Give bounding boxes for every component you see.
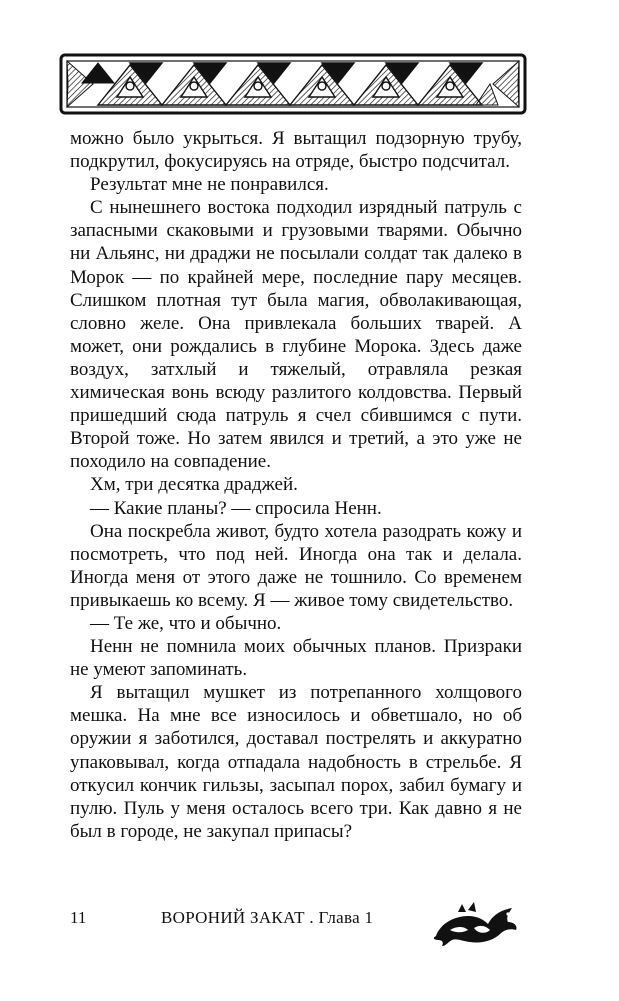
header-ornament-icon bbox=[58, 52, 528, 116]
dragon-icon bbox=[428, 900, 520, 950]
paragraph: Я вытащил мушкет из потрепанного холщового мешка. На мне все износилось и обветшало, но об оружии я заботился, доставал пострелять и аккуратно упаковывал, когда отпадала надобность в стрельбе. Я откусил кончик гильзы, засыпал порох, забил бумагу и пулю. Пуль у меня осталось всего три. Как давно я не был в городе, не закупал припасы? bbox=[70, 682, 522, 842]
paragraph: Ненн не помнила моих обычных планов. Призраки не умеют запоминать. bbox=[70, 636, 522, 681]
paragraph: — Какие планы? — спросила Ненн. bbox=[90, 497, 382, 519]
paragraph: — Те же, что и обычно. bbox=[90, 612, 282, 634]
paragraph: Результат мне не понравился. bbox=[90, 174, 329, 196]
page-footer bbox=[0, 900, 619, 960]
paragraph: С нынешнего востока подходил изрядный патруль с запасными скаковыми и грузовыми тварями. Обычно ни Альянс, ни драджи не посылали солдат так далеко в Морок — по крайней мере, последние пару месяцев. Слишком плотная тут была магия, обволакивающая, словно желе. Она привлекала больших тварей. А может, они рождались в глубине Морока. Здесь даже воздух, затхлый и тяжелый, отравляла резкая химическая вонь всюду разлитого колдовства. Первый пришедший сюда патруль я счел сбившимся с пути. Второй тоже. Но затем явился и третий, а это уже не походило на совпадение. bbox=[70, 197, 522, 473]
running-title: ВОРОНИЙ ЗАКАТ . Глава 1 bbox=[161, 908, 374, 927]
body-text bbox=[70, 127, 522, 843]
paragraph: Хм, три десятка драджей. bbox=[90, 474, 298, 496]
page-number: 11 bbox=[70, 908, 87, 927]
paragraph: можно было укрыться. Я вытащил подзорную трубу, подкрутил, фокусируясь на отряде, быстро подсчитал. bbox=[70, 128, 522, 173]
paragraph: Она поскребла живот, будто хотела разодрать кожу и посмотреть, что под ней. Иногда она так и делала. Иногда меня от этого даже не тошнило. Со временем привыкаешь ко всему. Я — живое тому свидетельство. bbox=[70, 520, 522, 611]
